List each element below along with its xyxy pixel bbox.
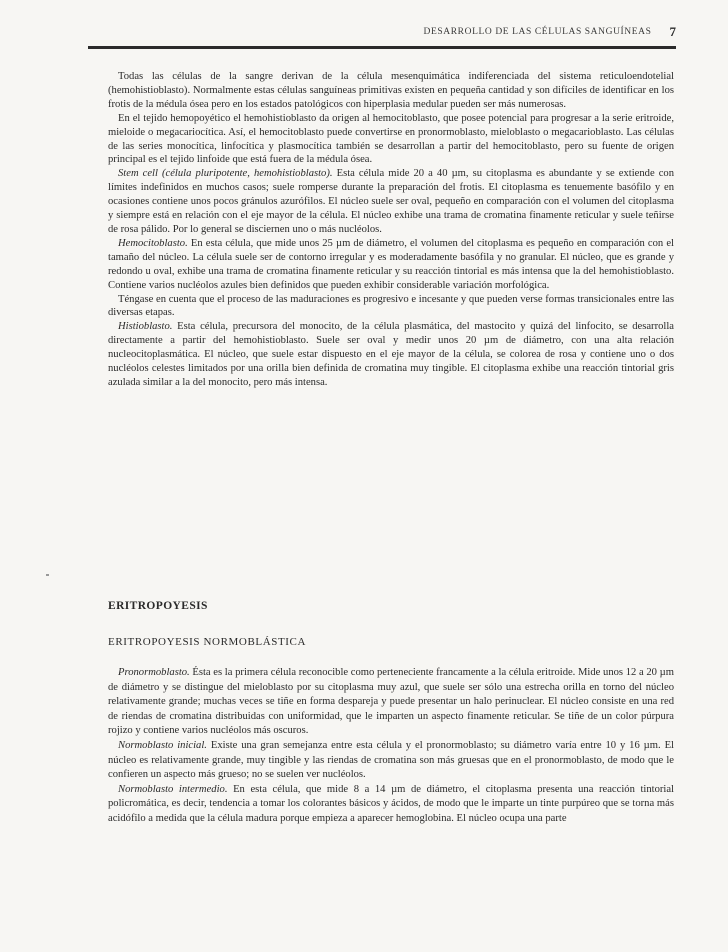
header-rule <box>88 46 676 49</box>
paragraph <box>108 167 674 237</box>
paragraph-text: Esta célula, precursora del monocito, de la célula plasmática, del mastocito y quizá del linfocito, se desarrolla directamente a partir del hemohistioblasto. Suele ser oval y medir unos 20 µm de diámetro, con una alta relación nucleocitoplasmática. El núcleo, que suele estar dispuesto en el eje mayor de la célula, se colorea de rosa y contiene uno o dos nucléolos celestes limitados por una orilla bien definida de cromatina muy tingible. El citoplasma exhibe una reacción tintorial gris azulada similar a la del monocito, pero más intensa. <box>108 321 674 388</box>
paragraph <box>108 783 674 827</box>
paragraph <box>108 666 674 739</box>
paragraph: En el tejido hemopoyético el hemohistioblasto da origen al hemocitoblasto, que posee potencial para progresar a la serie eritroide, mieloide o megacariocítica. Así, el hemocitoblasto puede convertirse en pronormoblasto, mieloblasto o megacarioblasto. Las células de las series monocítica, linfocítica y plasmocítica también se desarrollan a partir del hemocitoblasto, pero su fuente de origen principal es el tejido linfoide que está fuera de la médula ósea. <box>108 112 674 166</box>
eritro-text-block <box>108 666 674 827</box>
paragraph <box>108 237 674 293</box>
paragraph <box>108 320 674 390</box>
paragraph: Todas las células de la sangre derivan de la célula mesenquimática indiferenciada del sistema reticuloendotelial (hemohistioblasto). Normalmente estas células sanguíneas primitivas existen en pequeña cantidad y son difíciles de identificar en los frotis de la médula ósea pero en los estados patológicos con hiperplasia medular pueden ser más numerosas. <box>108 71 674 110</box>
run-in-heading: Hemocitoblasto. <box>118 237 188 249</box>
run-in-heading: Stem cell (célula pluripotente, hemohistioblasto). <box>118 168 333 180</box>
scan-speck <box>46 574 49 576</box>
run-in-heading: Pronormoblasto. <box>118 667 190 678</box>
page-header <box>88 22 676 42</box>
subsection-title: ERITROPOYESIS NORMOBLÁSTICA <box>108 636 307 648</box>
paragraph-text: Ésta es la primera célula reconocible como perteneciente francamente a la célula eritroide. Mide unos 12 a 20 µm de diámetro y se distingue del mieloblasto por su citoplasma muy azul, que suele ser sólo una estrecha orilla en torno del núcleo relativamente grande; muchas veces se tiñe en forma despareja y puede presentar un halo perinuclear. El núcleo consiste en una red de riendas de cromatina distribuidas con uniformidad, que le imparten un aspecto finamente reticular. Se tiñe de un color púrpura rojizo y contiene varios nucléolos más oscuros. <box>108 667 674 737</box>
run-in-heading: Normoblasto inicial. <box>118 739 207 751</box>
paragraph: Téngase en cuenta que el proceso de las maduraciones es progresivo e incesante y que pueden verse formas transicionales entre las diversas etapas. <box>108 293 674 319</box>
paragraph-text: En esta célula, que mide 8 a 14 µm de diámetro, el citoplasma presenta una reacción tintorial policromática, es decir, tendencia a tomar los colorantes básicos y ácidos, de modo que le imparte un tinte purpúreo que se torna más acidófilo a medida que la célula madura porque empieza a aparecer hemoglobina. El núcleo ocupa una parte <box>108 783 674 824</box>
run-in-heading: Histioblasto. <box>118 321 173 333</box>
intro-text-block <box>108 70 674 390</box>
run-in-heading: Normoblasto intermedio. <box>118 783 228 795</box>
paragraph-text: Existe una gran semejanza entre esta célula y el pronormoblasto; su diámetro varía entre 10 y 16 µm. El núcleo es relativamente grande, muy tingible y las riendas de cromatina son más gruesas que en el pronormoblasto, de modo que le confieren un aspecto más grueso; no se suelen ver nucléolos. <box>108 739 674 781</box>
running-head: DESARROLLO DE LAS CÉLULAS SANGUÍNEAS <box>423 27 652 37</box>
paragraph <box>108 739 674 783</box>
paragraph-text: Esta célula mide 20 a 40 µm, su citoplasma es abundante y se extiende con límites indefinidos en muchos casos; suele romperse durante la preparación del frotis. El citoplasma es tenuemente basófilo y en ocasiones contiene unos pocos gránulos azurófilos. El núcleo suele ser oval, pequeño en comparación con el volumen del citoplasma y siempre está en relación con el eje mayor de la célula. El núcleo exhibe una trama de cromatina finamente reticular y suele teñirse de rosa pálido. Por lo general se disciernen uno o más nucléolos. <box>108 168 675 235</box>
paragraph-text: En esta célula, que mide unos 25 µm de diámetro, el volumen del citoplasma es pequeño en comparación con el tamaño del núcleo. La célula suele ser de contorno irregular y es moderadamente basófila y no granular. El núcleo, que es grande y redondo u oval, exhibe una trama de cromatina finamente reticular y su reacción tintorial es más intensa que la del hemohistioblasto. Contiene varios nucléolos azules bien definidos que pueden exhibir considerable variación morfológica. <box>108 237 674 291</box>
page-number: 7 <box>669 24 676 39</box>
section-title: ERITROPOYESIS <box>108 600 208 612</box>
